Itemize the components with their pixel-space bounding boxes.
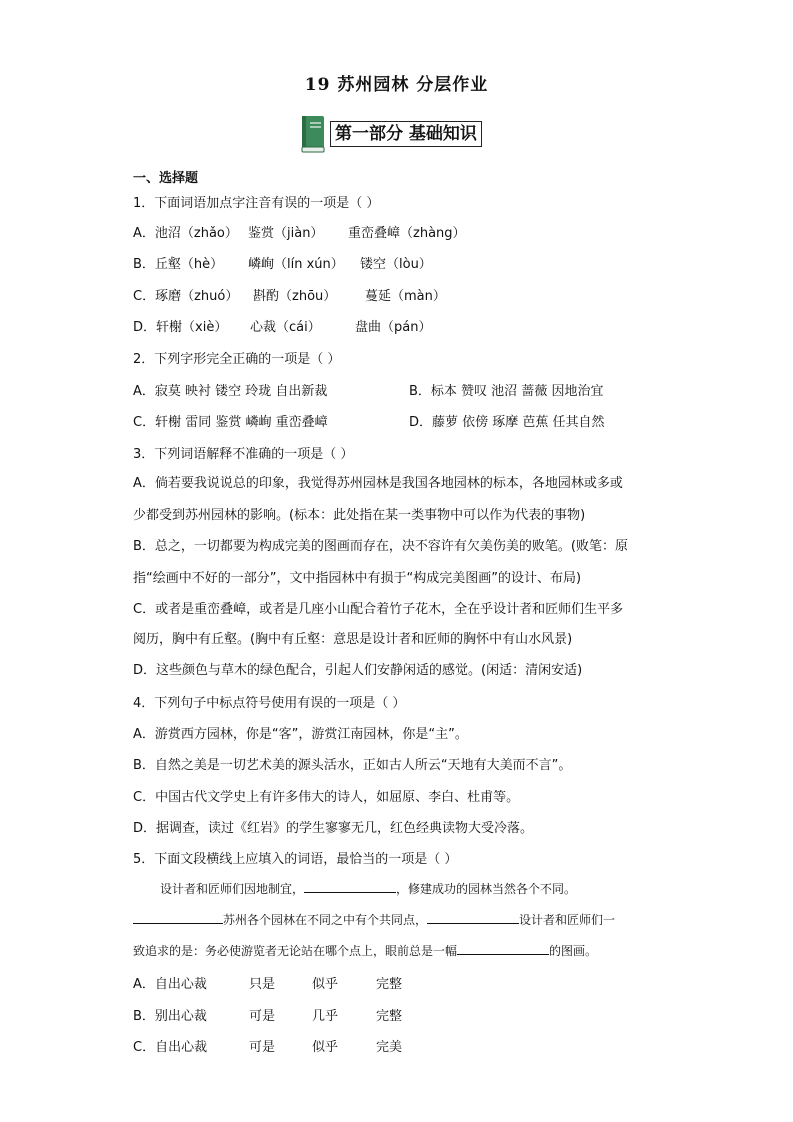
fill-blank-1[interactable]: [304, 880, 396, 893]
q1-option-b: B．丘壑（hè） 嶙峋（lín xún） 镂空（lòu）: [133, 257, 432, 272]
q3-option-b-line1: B．总之，一切都要为构成完美的图画而存在，决不容许有欠美伤美的败笔。(败笔：原: [133, 539, 628, 554]
q4-option-c: C．中国古代文学史上有许多伟大的诗人，如屈原、李白、杜甫等。: [133, 790, 520, 805]
q2-options-ab: A．寂莫 映衬 镂空 玲珑 自出新裁 B．标本 赞叹 池沼 蔷薇 因地治宜: [133, 384, 604, 399]
q5-option-b: B．别出心裁 可是 几乎 完整: [133, 1009, 403, 1024]
q5-passage-line3: 致追求的是：务必使游览者无论站在哪个点上，眼前总是一幅 的图画。: [133, 944, 598, 958]
q3-option-a-line1: A．倘若要我说说总的印象，我觉得苏州园林是我国各地园林的标本，各地园林或多或: [133, 476, 623, 491]
q4-option-d: D．据调查，读过《红岩》的学生寥寥无几，红色经典读物大受冷落。: [133, 821, 534, 836]
q3-option-c-line1: C．或者是重峦叠嶂，或者是几座小山配合着竹子花木，全在乎设计者和匠师们生平多: [133, 602, 624, 617]
q1-option-a: A．池沼（zhǎo） 鉴赏（jiàn） 重峦叠嶂（zhàng）: [133, 226, 466, 241]
question-3-stem: 3．下列词语解释不准确的一项是（ ）: [133, 447, 354, 462]
q1-option-c: C．琢磨（zhuó） 斟酌（zhōu） 蔓延（màn）: [133, 289, 446, 304]
q5-passage-line2: 苏州各个园林在不同之中有个共同点， 设计者和匠师们一: [133, 911, 615, 928]
q4-option-b: B．自然之美是一切艺术美的源头活水，正如古人所云“天地有大美而不言”。: [133, 758, 572, 773]
q3-option-c-line2: 阅历，胸中有丘壑。(胸中有丘壑：意思是设计者和匠师的胸怀中有山水风景): [133, 632, 573, 647]
page-title: 19 苏州园林 分层作业: [304, 75, 489, 95]
part-header: [298, 114, 482, 154]
q4-option-a: A．游赏西方园林，你是“客”，游赏江南园林，你是“主”。: [133, 727, 468, 742]
question-1-stem: 1．下面词语加点字注音有误的一项是（ ）: [133, 196, 380, 211]
q5-option-c: C．自出心裁 可是 似乎 完美: [133, 1040, 403, 1055]
q3-option-d: D．这些颜色与草木的绿色配合，引起人们安静闲适的感觉。(闲适：清闲安适): [133, 663, 583, 678]
question-4-stem: 4．下列句子中标点符号使用有误的一项是（ ）: [133, 696, 406, 711]
q1-option-d: D．轩榭（xiè） 心裁（cái） 盘曲（pán）: [133, 320, 432, 335]
q3-option-b-line2: 指“绘画中不好的一部分”，文中指园林中有损于“构成完美图画”的设计、布局): [133, 571, 582, 586]
question-2-stem: 2．下列字形完全正确的一项是（ ）: [133, 352, 341, 367]
fill-blank-4[interactable]: [457, 942, 549, 955]
q5-option-a: A．自出心裁 只是 似乎 完整: [133, 977, 403, 992]
q3-option-a-line2: 少都受到苏州园林的影响。(标本：此处指在某一类事物中可以作为代表的事物): [133, 508, 586, 523]
part-title: 第一部分 基础知识: [330, 121, 482, 147]
q2-options-cd: C．轩榭 雷同 鉴赏 嶙峋 重峦叠嶂 D．藤萝 依傍 琢摩 芭蕉 任其自然: [133, 415, 605, 430]
book-icon: [298, 114, 328, 154]
question-5-stem: 5．下面文段横线上应填入的词语，最恰当的一项是（ ）: [133, 852, 458, 867]
q5-passage-line1: 设计者和匠师们因地制宜， ，修建成功的园林当然各个不同。: [160, 882, 577, 896]
section-heading: 一、选择题: [133, 171, 199, 186]
fill-blank-2[interactable]: [133, 911, 223, 924]
fill-blank-3[interactable]: [427, 911, 519, 924]
